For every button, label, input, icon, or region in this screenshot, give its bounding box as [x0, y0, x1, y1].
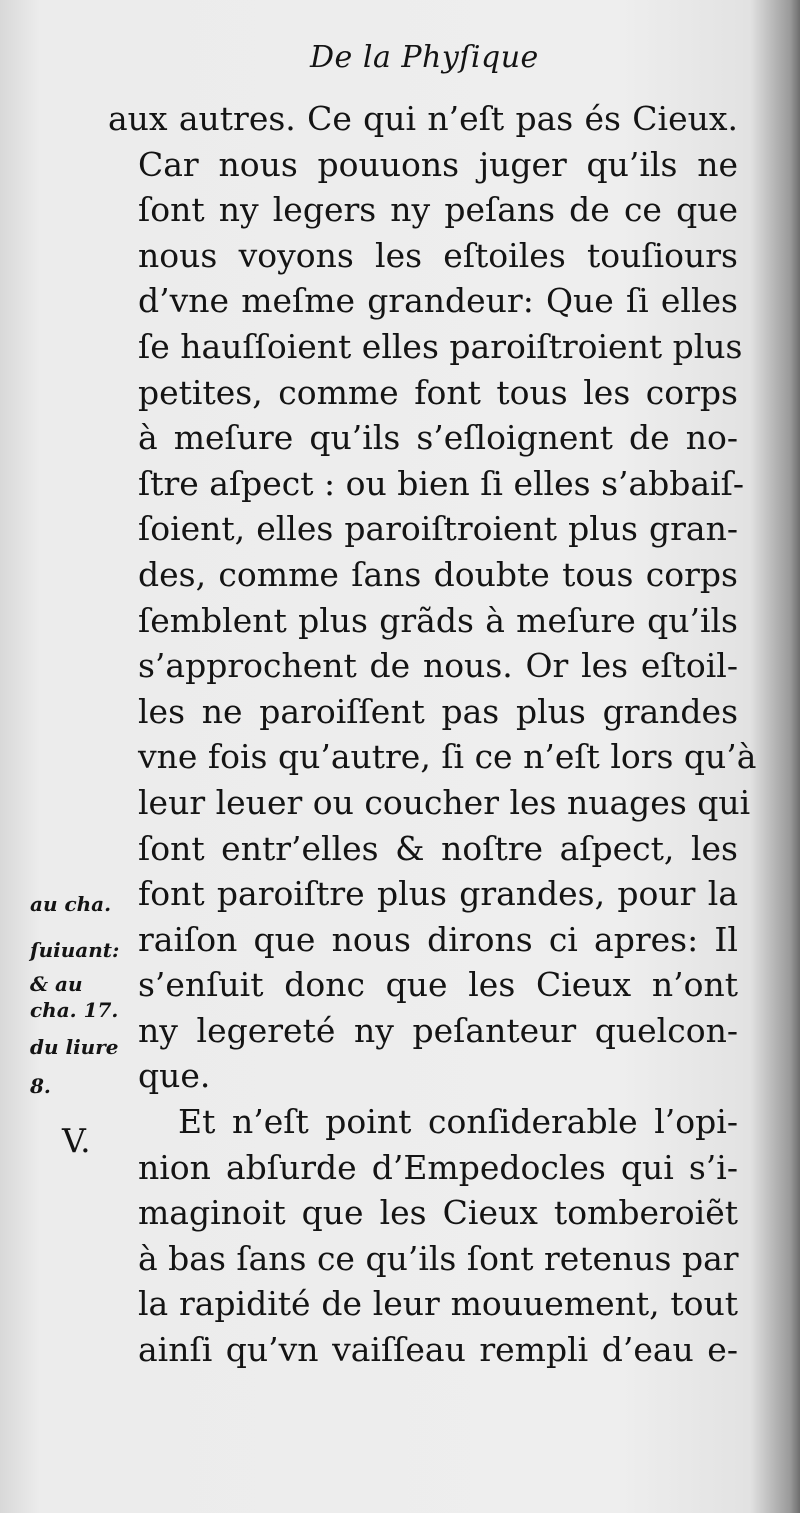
text-line: s’enſuit donc que les Cieux n’ont — [138, 965, 738, 1005]
text-line: la rapidité de leur mouuement, tout — [138, 1284, 738, 1324]
section-number: V. — [62, 1121, 91, 1160]
margin-note-line: 8. — [30, 1073, 51, 1098]
text-line: ſont ny legers ny peſans de ce que — [138, 190, 738, 230]
text-line: vne fois qu’autre, ſi ce n’eſt lors qu’à — [138, 737, 757, 777]
text-line: maginoit que les Cieux tomberoiẽt — [138, 1193, 738, 1233]
text-line: leur leuer ou coucher les nuages qui — [138, 782, 751, 822]
text-line: d’vne meſme grandeur: Que ſi elles — [138, 281, 738, 321]
text-line: Car nous pouuons juger qu’ils ne — [138, 144, 738, 184]
text-line: petites, comme font tous les corps — [138, 372, 738, 412]
text-line: ſoient, elles paroiſtroient plus gran- — [138, 509, 738, 549]
text-line: ſemblent plus grãds à meſure qu’ils — [138, 600, 738, 640]
text-line: que. — [138, 1056, 211, 1096]
text-line: à bas ſans ce qu’ils ſont retenus par — [138, 1238, 739, 1278]
margin-note-line: au cha. — [30, 892, 112, 916]
running-title: De la Phyſique — [310, 40, 539, 75]
text-line: font paroiſtre plus grandes, pour la — [138, 874, 738, 914]
text-line: ſont entr’elles & noſtre aſpect, les — [138, 828, 738, 868]
margin-note — [30, 882, 140, 1101]
text-line: ſtre aſpect : ou bien ſi elles s’abbaiſ- — [138, 463, 745, 503]
text-line: des, comme ſans doubte tous corps — [138, 554, 738, 594]
text-line: les ne paroiſſent pas plus grandes — [138, 691, 738, 731]
margin-note-line: & au — [30, 972, 83, 997]
text-line: raiſon que nous dirons ci apres: Il — [138, 919, 738, 959]
margin-note-line: cha. 17. — [30, 998, 119, 1023]
text-line: ainſi qu’vn vaiſſeau rempli d’eau e- — [138, 1330, 738, 1370]
text-line: aux autres. Ce qui n’eſt pas és Cieux. — [108, 99, 738, 138]
main-text — [108, 96, 757, 1373]
text-line: Et n’eſt point conſiderable l’opi- — [178, 1102, 738, 1142]
text-line: nion abſurde d’Empedocles qui s’i- — [138, 1147, 738, 1187]
text-line: s’approchent de nous. Or les eſtoil- — [138, 646, 738, 686]
text-line: ny legereté ny peſanteur quelcon- — [138, 1010, 738, 1050]
text-line: ſe hauſſoient elles paroiſtroient plus — [138, 326, 743, 366]
margin-note-line: ſuiuant: — [30, 937, 120, 962]
text-line: à meſure qu’ils s’eſloignent de no- — [138, 418, 738, 458]
text-line: nous voyons les eſtoiles touſiours — [138, 235, 738, 275]
margin-note-line: du liure — [30, 1035, 119, 1060]
